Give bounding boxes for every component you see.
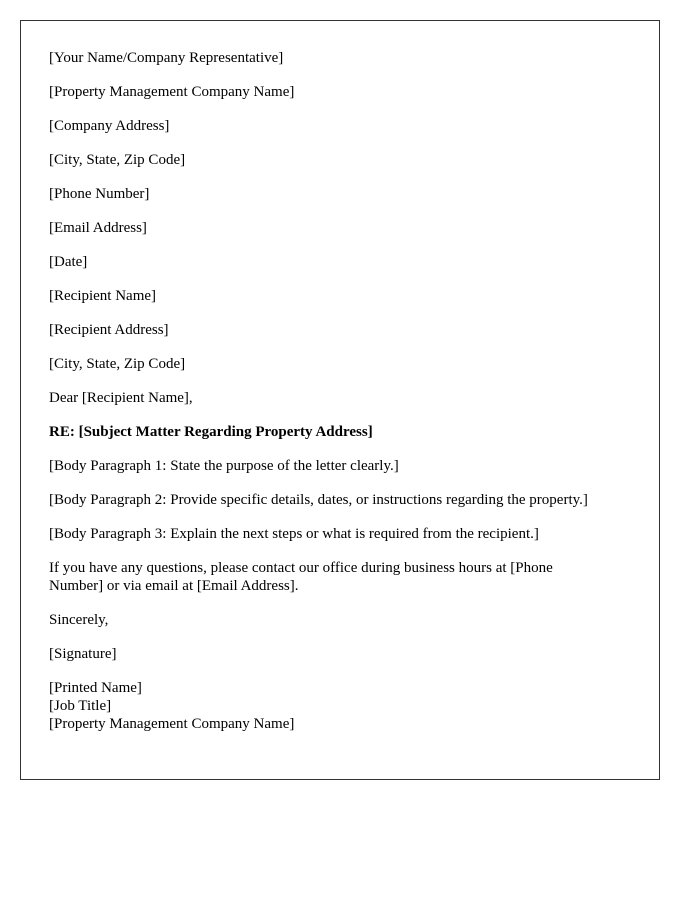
signoff-company: [Property Management Company Name]: [49, 716, 295, 732]
sender-city-state-zip: [City, State, Zip Code]: [49, 152, 186, 168]
letter-date: [Date]: [49, 254, 88, 270]
letter-content: [49, 49, 649, 733]
closing: Sincerely,: [49, 612, 109, 628]
contact-paragraph-line-1: If you have any questions, please contact our office during business hours at [Phone: [49, 560, 553, 576]
sender-email: [Email Address]: [49, 220, 147, 236]
subject-line: RE: [Subject Matter Regarding Property Address]: [49, 424, 373, 440]
salutation: Dear [Recipient Name],: [49, 390, 193, 406]
sender-phone: [Phone Number]: [49, 186, 150, 202]
body-paragraph-1: [Body Paragraph 1: State the purpose of the letter clearly.]: [49, 458, 399, 474]
sender-address: [Company Address]: [49, 118, 170, 134]
job-title: [Job Title]: [49, 698, 112, 714]
signoff-block: [49, 679, 649, 733]
sender-company: [Property Management Company Name]: [49, 84, 295, 100]
sender-name: [Your Name/Company Representative]: [49, 50, 284, 66]
signature: [Signature]: [49, 646, 117, 662]
contact-paragraph-line-2: Number] or via email at [Email Address].: [49, 578, 299, 594]
recipient-city-state-zip: [City, State, Zip Code]: [49, 356, 186, 372]
letter-page: [20, 20, 660, 780]
contact-paragraph: [49, 559, 649, 595]
body-paragraph-2: [Body Paragraph 2: Provide specific details, dates, or instructions regarding the property.]: [49, 492, 588, 508]
recipient-address: [Recipient Address]: [49, 322, 169, 338]
recipient-name: [Recipient Name]: [49, 288, 157, 304]
body-paragraph-3: [Body Paragraph 3: Explain the next steps or what is required from the recipient.]: [49, 526, 539, 542]
printed-name: [Printed Name]: [49, 680, 142, 696]
